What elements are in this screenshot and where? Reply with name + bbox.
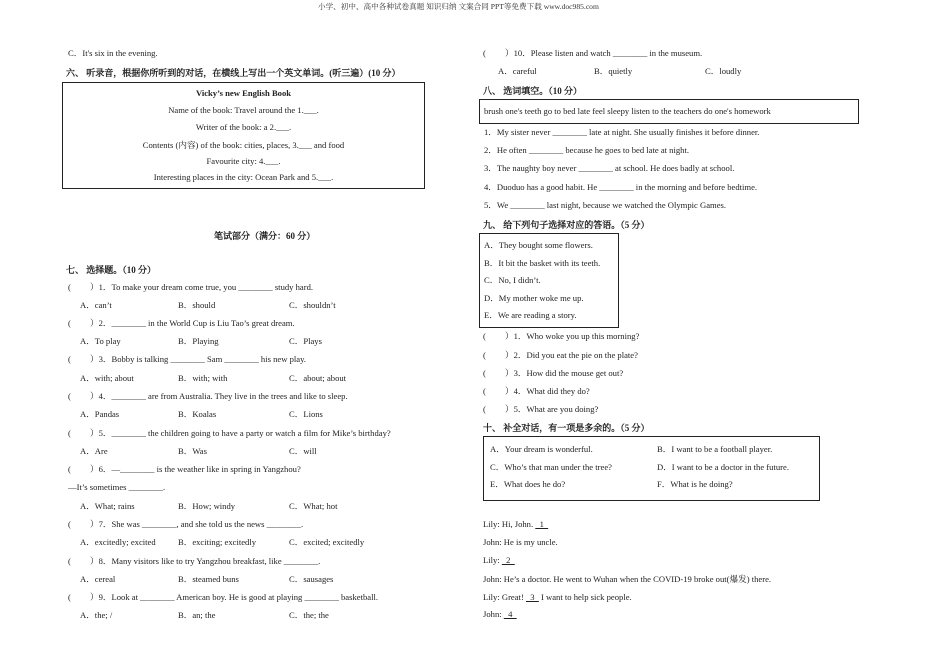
match-question-1: ( ）1．Who woke you up this morning?: [483, 331, 640, 341]
option-c: C．sausages: [289, 574, 334, 584]
section-8-title: 八、 选词填空。（10 分）: [483, 86, 583, 96]
dialog-options-box: [483, 436, 820, 501]
match-question-4: ( ）4．What did they do?: [483, 386, 590, 396]
option-a: A．the; /: [80, 610, 113, 620]
option-a: A．cereal: [80, 574, 116, 584]
option-a: A．excitedly; excited: [80, 537, 156, 547]
answer-options-box: [479, 233, 619, 328]
option-b: B．with; with: [178, 373, 228, 383]
dialog-line: Lily: Great! 3 I want to help sick people.: [483, 592, 632, 602]
word-bank-box: [479, 99, 859, 124]
fill-question-2: 2．He often ________ because he goes to bed late at night.: [484, 145, 689, 155]
dialog-option: D．I want to be a doctor in the future.: [657, 462, 789, 472]
option-c: C．about; about: [289, 373, 347, 383]
word-bank: brush one's teeth go to bed late feel sleepy listen to the teachers do one's homework: [484, 106, 771, 116]
box-line: Contents (内容) of the book: cities, places, 3.___ and food: [142, 140, 345, 150]
option-c: C．excited; excitedly: [289, 537, 365, 547]
section-9-title: 九、 给下列句子选择对应的答语。（5 分）: [483, 220, 650, 230]
dialog-line: John: 4: [483, 609, 517, 619]
option-c: C．shouldn’t: [289, 300, 336, 310]
page-header: 小学、初中、高中各种试卷真题 知识归纳 文案合同 PPT等免费下载 www.doc985.com: [318, 2, 599, 11]
written-part-title: 笔试部分（满分：60 分）: [214, 231, 316, 241]
question-2: ( ）2．________ in the World Cup is Liu Tao’s great dream.: [68, 318, 295, 328]
option-c: C．will: [289, 446, 317, 456]
dialog-line: John: He’s a doctor. He went to Wuhan when the COVID-19 broke out(爆发) there.: [483, 574, 772, 584]
fill-question-5: 5．We ________ last night, because we watched the Olympic Games.: [484, 200, 727, 210]
dialog-option: E．What does he do?: [490, 479, 566, 489]
option-b: B．should: [178, 300, 216, 310]
option-b: B．quietly: [594, 66, 633, 76]
answer-option: A．They bought some flowers.: [484, 240, 593, 250]
question-7: ( ）7．She was ________, and she told us the news ________.: [68, 519, 304, 529]
section-7-title: 七、 选择题。（10 分）: [66, 265, 157, 275]
box-line: Interesting places in the city: Ocean Park and 5.___.: [153, 172, 334, 182]
option-c: C．Lions: [289, 409, 323, 419]
match-question-5: ( ）5．What are you doing?: [483, 404, 599, 414]
section-10-title: 十、 补全对话，有一项是多余的。（5 分）: [483, 423, 650, 433]
question-5: ( ）5．________ the children going to have a party or watch a film for Mike’s birthday?: [68, 428, 391, 438]
dialog-option: A．Your dream is wonderful.: [490, 444, 593, 454]
option-a: A．To play: [80, 336, 121, 346]
box-line: Favourite city: 4.___.: [206, 156, 281, 166]
question-8: ( ）8．Many visitors like to try Yangzhou breakfast, like ________.: [68, 556, 321, 566]
option-b: B．Koalas: [178, 409, 217, 419]
option-a: A．What; rains: [80, 501, 135, 511]
option-a: A．with; about: [80, 373, 134, 383]
dialog-line: John: He is my uncle.: [483, 537, 558, 547]
question-6-reply: —It’s sometimes ________.: [68, 482, 166, 492]
option-b: B．Playing: [178, 336, 219, 346]
option-c: C．What; hot: [289, 501, 338, 511]
option-a: A．Pandas: [80, 409, 120, 419]
box-line: Writer of the book: a 2.___.: [195, 122, 292, 132]
question-4: ( ）4．________ are from Australia. They live in the trees and like to sleep.: [68, 391, 348, 401]
question-10: ( ）10．Please listen and watch ________ in the museum.: [483, 48, 703, 58]
match-question-2: ( ）2．Did you eat the pie on the plate?: [483, 350, 638, 360]
option-a: A．can’t: [80, 300, 112, 310]
option-b: B．How; windy: [178, 501, 236, 511]
option-c: C．Plays: [289, 336, 322, 346]
listening-notes-box: [62, 82, 425, 189]
fill-question-3: 3．The naughty boy never ________ at school. He does badly at school.: [484, 163, 735, 173]
option-b: B．Was: [178, 446, 207, 456]
fill-question-4: 4．Duoduo has a good habit. He ________ in the morning and before bedtime.: [484, 182, 758, 192]
option-b: B．exciting; excitedly: [178, 537, 257, 547]
option-c: C．the; the: [289, 610, 329, 620]
dialog-line: Lily: Hi, John. 1: [483, 519, 549, 529]
answer-option: D．My mother woke me up.: [484, 293, 584, 303]
fill-question-1: 1．My sister never ________ late at night. She usually finishes it before dinner.: [484, 127, 760, 137]
question-option-c: C．It's six in the evening.: [68, 48, 158, 58]
answer-option: B．It bit the basket with its teeth.: [484, 258, 601, 268]
section-6-title: 六、 听录音，根据你所听到的对话，在横线上写出一个英文单词。(听三遍）(10 分）: [66, 68, 401, 78]
question-3: ( ）3．Bobby is talking ________ Sam ________ his new play.: [68, 354, 306, 364]
question-1: ( ）1．To make your dream come true, you ________ study hard.: [68, 282, 314, 292]
match-question-3: ( ）3．How did the mouse get out?: [483, 368, 624, 378]
option-a: A．careful: [498, 66, 537, 76]
box-title: Vicky’s new English Book: [195, 88, 292, 98]
question-9: ( ）9．Look at ________ American boy. He is good at playing ________ basketball.: [68, 592, 379, 602]
answer-option: E．We are reading a story.: [484, 310, 577, 320]
option-a: A．Are: [80, 446, 108, 456]
option-b: B．steamed buns: [178, 574, 239, 584]
dialog-line: Lily: 2: [483, 555, 515, 565]
option-c: C．loudly: [705, 66, 742, 76]
box-line: Name of the book: Travel around the 1.___.: [168, 105, 319, 115]
dialog-option: B．I want to be a football player.: [657, 444, 773, 454]
dialog-option: C．Who’s that man under the tree?: [490, 462, 612, 472]
option-b: B．an; the: [178, 610, 216, 620]
dialog-option: F．What is he doing?: [657, 479, 733, 489]
question-6: ( ）6．—________ is the weather like in spring in Yangzhou?: [68, 464, 301, 474]
answer-option: C．No, I didn’t.: [484, 275, 541, 285]
